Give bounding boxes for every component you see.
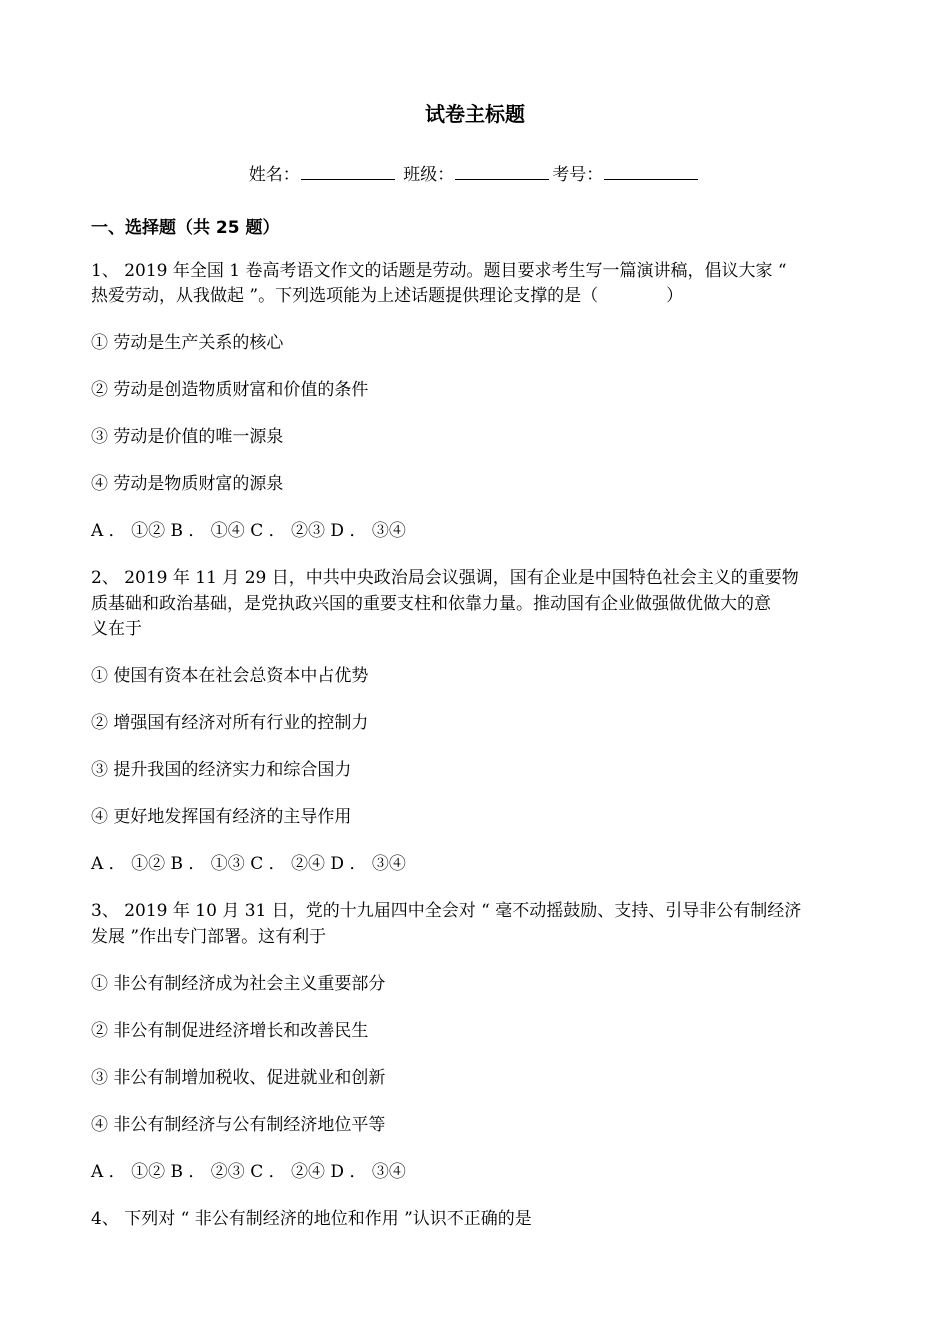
question-3-option-4: ④ 非公有制经济与公有制经济地位平等 [91, 1115, 386, 1135]
question-3-option-3: ③ 非公有制增加税收、促进就业和创新 [91, 1068, 386, 1088]
question-2-option-1: ① 使国有资本在社会总资本中占优势 [91, 666, 369, 686]
name-label: 姓名： [248, 165, 300, 185]
question-1-stem-line-2: 热爱劳动，从我做起 ”。下列选项能为上述话题提供理论支撑的是（ ） [91, 286, 684, 306]
question-2-answers: A ． ①② B ． ①③ C ． ②④ D ． ③④ [91, 854, 406, 874]
question-2-option-4: ④ 更好地发挥国有经济的主导作用 [91, 807, 352, 827]
page-title: 试卷主标题 [425, 102, 525, 126]
question-3-option-1: ① 非公有制经济成为社会主义重要部分 [91, 974, 386, 994]
question-3-option-2: ② 非公有制促进经济增长和改善民生 [91, 1021, 369, 1041]
section-heading: 一、选择题（共 25 题） [91, 218, 280, 238]
student-info-row [0, 160, 950, 185]
question-2-option-2: ② 增强国有经济对所有行业的控制力 [91, 713, 369, 733]
class-blank[interactable] [455, 163, 549, 180]
question-1-option-4: ④ 劳动是物质财富的源泉 [91, 474, 284, 494]
number-label: 考号： [552, 165, 604, 185]
question-1-option-1: ① 劳动是生产关系的核心 [91, 333, 284, 353]
question-4-stem-line-1: 4、 下列对 “ 非公有制经济的地位和作用 ”认识不正确的是 [91, 1209, 532, 1229]
question-1-option-3: ③ 劳动是价值的唯一源泉 [91, 427, 284, 447]
question-1-answers: A ． ①② B ． ①④ C ． ②③ D ． ③④ [91, 521, 406, 541]
question-3-answers: A ． ①② B ． ②③ C ． ②④ D ． ③④ [91, 1162, 406, 1182]
question-1-option-2: ② 劳动是创造物质财富和价值的条件 [91, 380, 369, 400]
name-blank[interactable] [301, 163, 395, 180]
question-2-stem-line-3: 义在于 [91, 619, 142, 639]
question-2-stem-line-1: 2、 2019 年 11 月 29 日，中共中央政治局会议强调，国有企业是中国特色社会主义的重要物 [91, 568, 799, 588]
question-3-stem-line-2: 发展 ”作出专门部署。这有利于 [91, 927, 327, 947]
question-2-option-3: ③ 提升我国的经济实力和综合国力 [91, 760, 352, 780]
question-3-stem-line-1: 3、 2019 年 10 月 31 日，党的十九届四中全会对 “ 毫不动摇鼓励、支持、引导非公有制经济 [91, 901, 802, 921]
class-label: 班级： [403, 165, 455, 185]
question-2-stem-line-2: 质基础和政治基础，是党执政兴国的重要支柱和依靠力量。推动国有企业做强做优做大的意 [91, 594, 771, 614]
question-1-stem-line-1: 1、 2019 年全国 1 卷高考语文作文的话题是劳动。题目要求考生写一篇演讲稿，倡议大家 “ [91, 261, 787, 281]
number-blank[interactable] [604, 163, 698, 180]
